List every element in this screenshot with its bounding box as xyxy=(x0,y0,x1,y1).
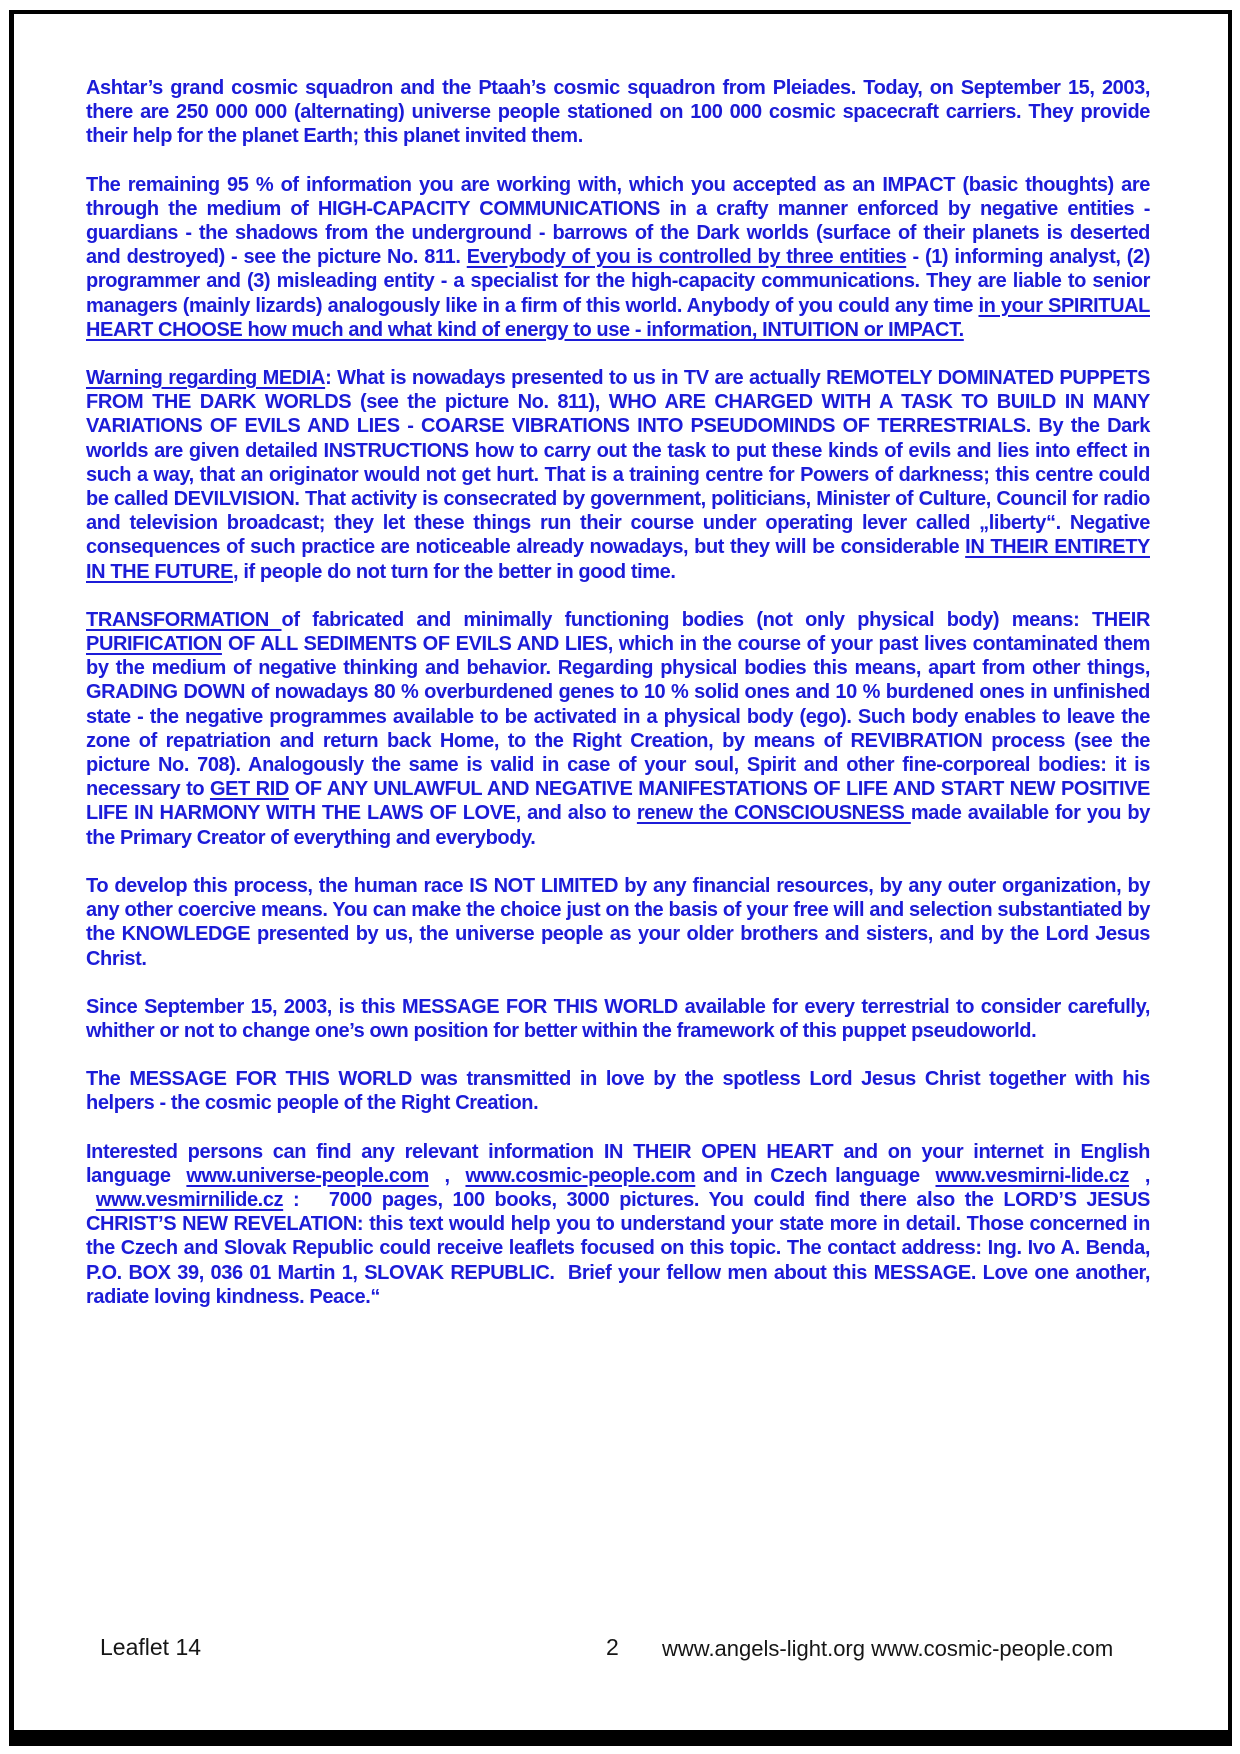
text-run: made available for you by the Primary Creator of everything and everybody. xyxy=(86,802,1150,849)
url-link[interactable]: www.cosmic-people.com xyxy=(465,1164,696,1187)
text-run: and in Czech language xyxy=(695,1164,936,1187)
page-body-text xyxy=(86,76,1150,1333)
text-run: , xyxy=(428,1164,466,1187)
text-run: To develop this process, the human race IS NOT LIMITED by any financial resources, by any outer organization, by any other coercive means. You can make the choice just on the basis of your free will and selection substantiated by the KNOWLEDGE presented by us, the universe people as your older brothers and sisters, and by the Lord Jesus Christ. xyxy=(86,874,1150,970)
underlined-text: GET RID xyxy=(209,778,289,801)
paragraph xyxy=(86,173,1150,342)
underlined-text: in your SPIRITUAL HEART CHOOSE how much and what kind of energy to use - information, INTUITION or IMPACT. xyxy=(86,294,1150,341)
text-run: The MESSAGE FOR THIS WORLD was transmitted in love by the spotless Lord Jesus Christ together with his helpers - the cosmic people of the Right Creation. xyxy=(86,1068,1150,1115)
text-run: The remaining 95 % of information you are working with, which you accepted as an IMPACT (basic thoughts) are through the medium of HIGH-CAPACITY COMMUNICATIONS in a crafty manner enforced by negative entities - guardians - the shadows from the underground - barrows of the Dark worlds (surface of their planets is deserted and destroyed) - see the picture No. 811. xyxy=(86,173,1150,269)
text-run: - (1) informing analyst, (2) programmer and (3) misleading entity - a specialist for the high-capacity communications. They are liable to senior managers (mainly lizards) analogously like in a firm of this world. Anybody of you could any time xyxy=(86,246,1150,317)
text-run: Since September 15, 2003, is this MESSAGE FOR THIS WORLD available for every terrestrial to consider carefully, whither or not to change one’s own position for better within the framework of this puppet pseudoworld. xyxy=(86,995,1150,1042)
underlined-text: Warning regarding MEDIA xyxy=(86,367,326,390)
url-link[interactable]: www.vesmirni-lide.cz xyxy=(935,1164,1130,1187)
text-run: of fabricated and minimally functioning bodies (not only physical body) means: THEIR xyxy=(281,608,1150,631)
underlined-text: TRANSFORMATION xyxy=(86,608,282,631)
underlined-text: renew the CONSCIOUSNESS xyxy=(636,802,911,825)
footer-leaflet-label: Leaflet 14 xyxy=(100,1634,202,1660)
paragraph xyxy=(86,1140,1150,1309)
paragraph xyxy=(86,1067,1150,1115)
footer-page-number: 2 xyxy=(606,1634,619,1660)
text-run: : 7000 pages, 100 books, 3000 pictures. You could find there also the LORD’S JESUS CHRIST’S NEW REVELATION: this text would help you to understand your state more in detail. Those concerned in the Czech and Slovak Republic could receive leaflets focused on this topic. The contact address: Ing. Ivo A. Benda, P.O. BOX 39, 036 01 Martin 1, SLOVAK REPUBLIC. Brief your fellow men about this MESSAGE. Love one another, radiate loving kindness. Peace.“ xyxy=(86,1188,1150,1308)
text-run: Ashtar’s grand cosmic squadron and the Ptaah’s cosmic squadron from Pleiades. Today, on September 15, 2003, there are 250 000 000 (alternating) universe people stationed on 100 000 cosmic spacecraft carriers. They provide their help for the planet Earth; this planet invited them. xyxy=(86,77,1150,148)
text-run: , xyxy=(86,1164,1150,1211)
paragraph xyxy=(86,608,1150,850)
text-run: OF ALL SEDIMENTS OF EVILS AND LIES, which in the course of your past lives contaminated them by the medium of negative thinking and behavior. Regarding physical bodies this means, apart from other things, GRADING DOWN of nowadays 80 % overburdened genes to 10 % solid ones and 10 % burdened ones in unfinished state - the negative programmes available to be activated in a physical body (ego). Such body enables to leave the zone of repatriation and return back Home, to the Right Creation, by means of REVIBRATION process (see the picture No. 708). Analogously the same is valid in case of your soul, Spirit and other fine-corporeal bodies: it is necessary to xyxy=(86,633,1150,801)
url-link[interactable]: www.universe-people.com xyxy=(186,1164,429,1187)
paragraph xyxy=(86,995,1150,1043)
text-run: : What is nowadays presented to us in TV are actually REMOTELY DOMINATED PUPPETS FROM THE DARK WORLDS (see the picture No. 811), WHO ARE CHARGED WITH A TASK TO BUILD IN MANY VARIATIONS OF EVILS AND LIES - COARSE VIBRATIONS INTO PSEUDOMINDS OF TERRESTRIALS. By the Dark worlds are given detailed INSTRUCTIONS how to carry out the task to put these kinds of evils and lies into effect in such a way, that an originator would not get hurt. That is a training centre for Powers of darkness; this centre could be called DEVILVISION. That activity is consecrated by government, politicians, Minister of Culture, Council for radio and television broadcast; they let these things run their course under operating lever called „liberty“. Negative consequences of such practice are noticeable already nowadays, but they will be considerable xyxy=(86,367,1150,559)
paragraph xyxy=(86,874,1150,971)
text-run: OF ANY UNLAWFUL AND NEGATIVE MANIFESTATIONS OF LIFE AND START NEW POSITIVE LIFE IN HARMONY WITH THE LAWS OF LOVE, and also to xyxy=(86,778,1150,825)
underlined-text: PURIFICATION xyxy=(86,633,222,656)
url-link[interactable]: www.vesmirnilide.cz xyxy=(95,1188,284,1211)
paragraph xyxy=(86,76,1150,149)
underlined-text: IN THEIR ENTIRETY IN THE FUTURE xyxy=(86,536,1150,583)
text-run: Interested persons can find any relevant information IN THEIR OPEN HEART and on your internet in English language xyxy=(86,1140,1150,1187)
underlined-text: Everybody of you is controlled by three entities xyxy=(466,246,907,269)
footer-websites: www.angels-light.org www.cosmic-people.com xyxy=(662,1636,1114,1661)
text-run: , if people do not turn for the better in good time. xyxy=(233,560,676,583)
paragraph xyxy=(86,366,1150,584)
